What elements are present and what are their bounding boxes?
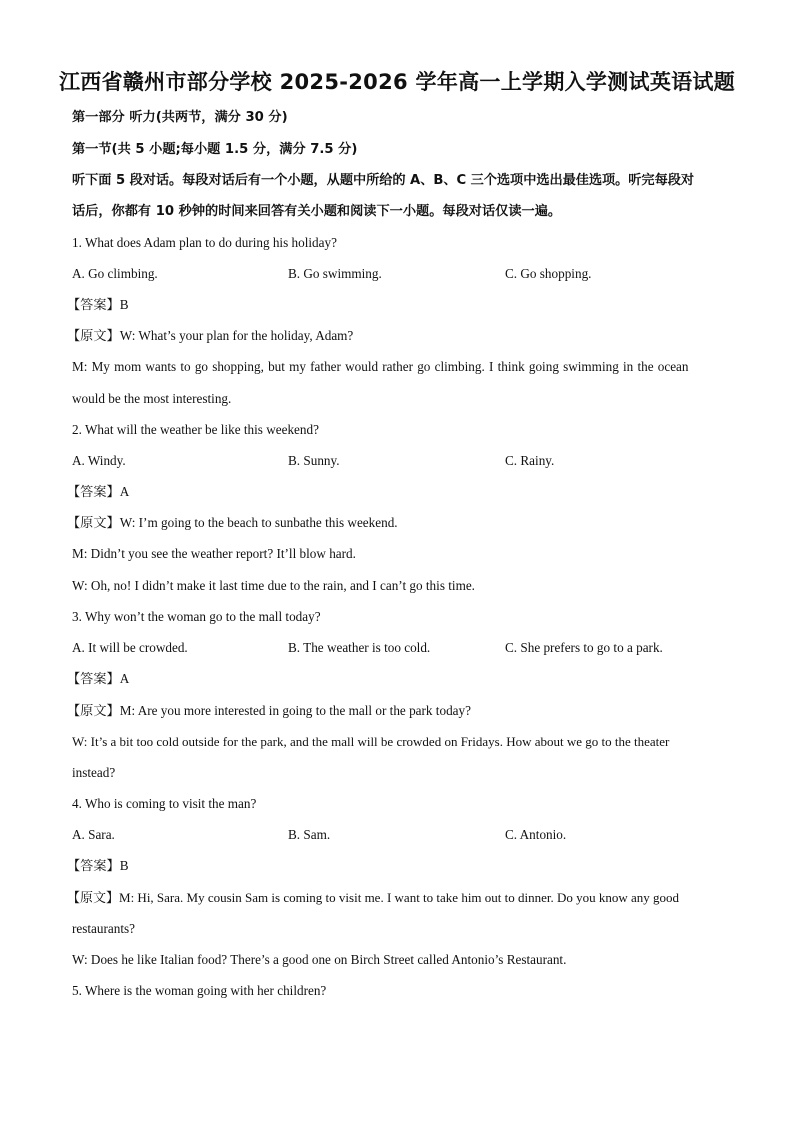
q2-script-2: M: Didn’t you see the weather report? It’ll blow hard. — [72, 546, 356, 561]
question-3: 3. Why won’t the woman go to the mall today? — [72, 609, 321, 624]
q3-option-b: B. The weather is too cold. — [288, 640, 431, 655]
q1-answer — [67, 297, 724, 314]
q3-option-c: C. She prefers to go to a park. — [505, 640, 663, 655]
q2-option-a: A. Windy. — [72, 453, 126, 468]
q1-script-1 — [67, 328, 724, 345]
script-text: W: I’m going to the beach to sunbathe this weekend. — [119, 515, 398, 530]
q1-option-a: A. Go climbing. — [72, 266, 158, 281]
instructions-line-1: 听下面 5 段对话。每段对话后有一个小题，从题中所给的 A、B、C 三个选项中选出最佳选项。听完每段对 — [72, 173, 694, 188]
q2-answer — [67, 484, 724, 501]
answer-label: 【答案】 — [67, 859, 120, 874]
answer-label: 【答案】 — [67, 485, 120, 500]
q4-script-1 — [67, 890, 724, 907]
q3-answer — [67, 671, 724, 688]
page-title: 江西省赣州市部分学校 2025-2026 学年高一上学期入学测试英语试题 — [58, 70, 736, 94]
q3-script-1 — [67, 703, 724, 720]
q3-script-3: instead? — [72, 765, 116, 780]
instructions-line-2: 话后，你都有 10 秒钟的时间来回答有关小题和阅读下一小题。每段对话仅读一遍。 — [72, 204, 562, 219]
section-heading: 第一节(共 5 小题;每小题 1.5 分，满分 7.5 分) — [72, 142, 358, 157]
q4-script-2: restaurants? — [72, 921, 135, 936]
q2-script-1 — [67, 515, 724, 532]
q4-option-c: C. Antonio. — [505, 827, 567, 842]
question-5: 5. Where is the woman going with her children? — [72, 983, 327, 998]
answer-value: B — [119, 858, 129, 873]
answer-label: 【答案】 — [67, 298, 120, 313]
question-4: 4. Who is coming to visit the man? — [72, 796, 257, 811]
script-text: M: Hi, Sara. My cousin Sam is coming to visit me. I want to take him out to dinner. Do you know any good — [119, 890, 680, 905]
q3-script-2: W: It’s a bit too cold outside for the park, and the mall will be crowded on Fridays. How about we go to the theater — [72, 734, 670, 749]
answer-value: B — [119, 297, 129, 312]
q1-script-2: M: My mom wants to go shopping, but my father would rather go climbing. I think going swimming in the ocean — [72, 359, 689, 374]
script-label: 【原文】 — [67, 704, 120, 719]
q4-answer — [67, 858, 724, 875]
q1-option-b: B. Go swimming. — [288, 266, 382, 281]
answer-label: 【答案】 — [67, 672, 120, 687]
q2-script-3: W: Oh, no! I didn’t make it last time due to the rain, and I can’t go this time. — [72, 578, 475, 593]
q4-option-a: A. Sara. — [72, 827, 115, 842]
q1-option-c: C. Go shopping. — [505, 266, 592, 281]
q2-option-c: C. Rainy. — [505, 453, 555, 468]
script-text: M: Are you more interested in going to the mall or the park today? — [119, 703, 471, 718]
q1-script-3: would be the most interesting. — [72, 391, 232, 406]
part-heading: 第一部分 听力(共两节，满分 30 分) — [72, 110, 288, 125]
q4-option-b: B. Sam. — [288, 827, 331, 842]
script-label: 【原文】 — [67, 516, 120, 531]
question-1: 1. What does Adam plan to do during his holiday? — [72, 235, 337, 250]
script-label: 【原文】 — [67, 329, 120, 344]
q3-option-a: A. It will be crowded. — [72, 640, 188, 655]
answer-value: A — [119, 484, 130, 499]
script-text: W: What’s your plan for the holiday, Adam? — [119, 328, 354, 343]
q4-script-3: W: Does he like Italian food? There’s a good one on Birch Street called Antonio’s Restaurant. — [72, 952, 567, 967]
script-label: 【原文】 — [67, 891, 120, 906]
question-2: 2. What will the weather be like this weekend? — [72, 422, 319, 437]
q2-option-b: B. Sunny. — [288, 453, 340, 468]
answer-value: A — [119, 671, 130, 686]
